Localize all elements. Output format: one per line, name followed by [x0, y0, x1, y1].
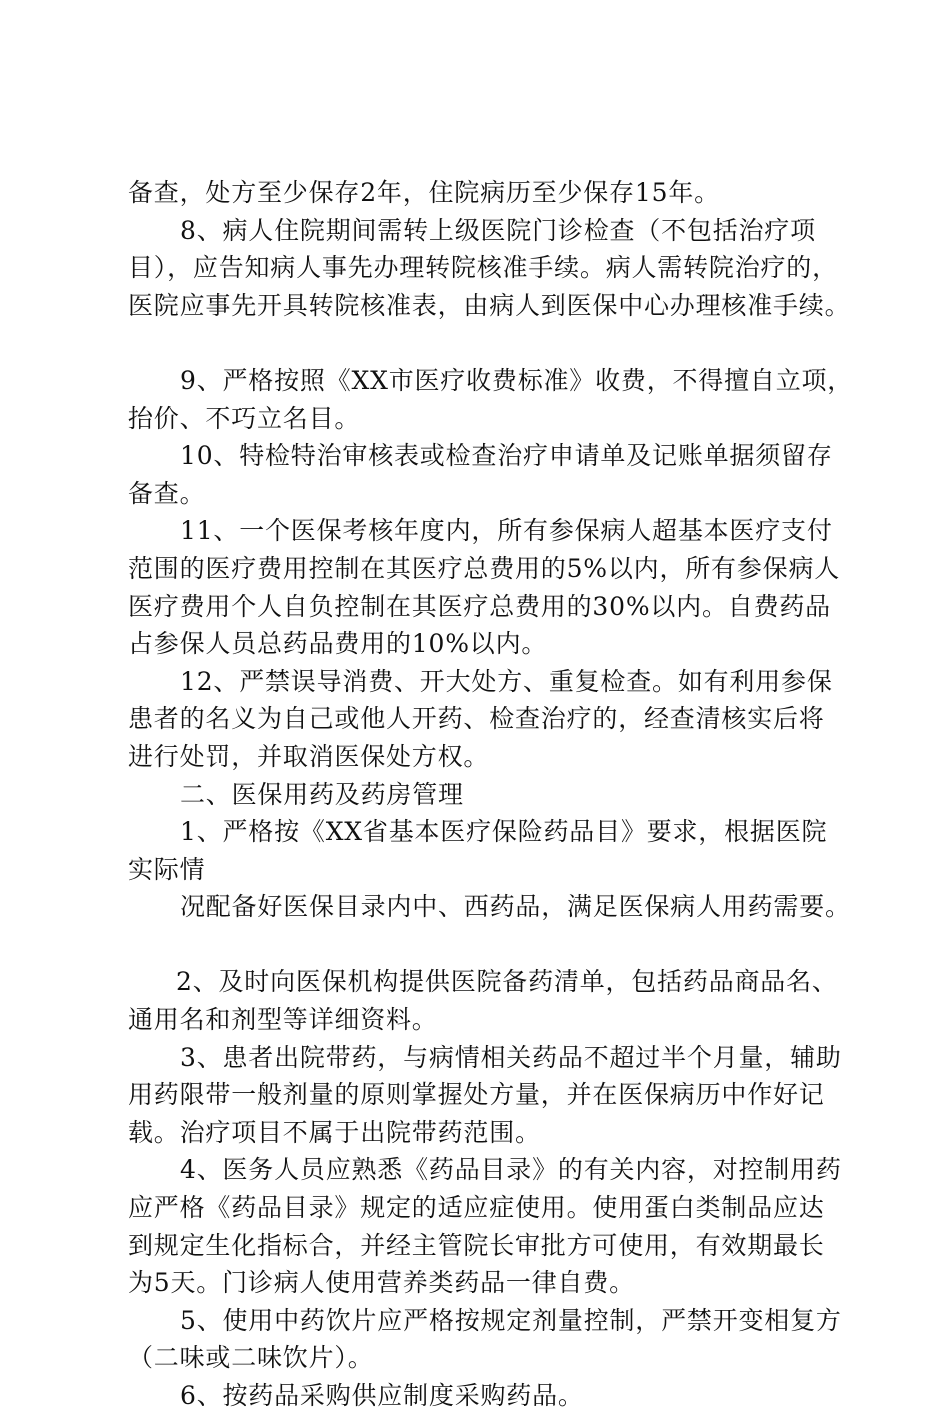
- text-line: （二味或二味饮片）。: [128, 1343, 374, 1373]
- paragraph-item-3: 3、患者出院带药，与病情相关药品不超过半个月量，辅助: [180, 1042, 842, 1072]
- text-line: 到规定生化指标合，并经主管院长审批方可使用，有效期最长: [128, 1230, 825, 1260]
- paragraph-item-8: 8、病人住院期间需转上级医院门诊检查（不包括治疗项: [180, 215, 816, 245]
- paragraph-item-6: 6、按药品采购供应制度采购药品。: [180, 1381, 584, 1410]
- blank-line: [128, 324, 848, 362]
- paragraph-item-4: 4、医务人员应熟悉《药品目录》的有关内容，对控制用药: [180, 1155, 842, 1185]
- text-line: 抬价、不巧立名目。: [128, 403, 361, 433]
- text-line: 医疗费用个人自负控制在其医疗总费用的30%以内。自费药品: [128, 591, 831, 621]
- paragraph-item-11: 11、一个医保考核年度内，所有参保病人超基本医疗支付: [180, 516, 833, 546]
- blank-line: [128, 926, 848, 964]
- text-line: 实际情: [128, 854, 206, 884]
- text-line: 应严格《药品目录》规定的适应症使用。使用蛋白类制品应达: [128, 1193, 825, 1223]
- text-line: 况配备好医保目录内中、西药品，满足医保病人用药需要。: [180, 892, 851, 922]
- text-line: 通用名和剂型等详细资料。: [128, 1005, 438, 1035]
- paragraph-item-10: 10、特检特治审核表或检查治疗申请单及记账单据须留存: [180, 441, 833, 471]
- text-line: 载。治疗项目不属于出院带药范围。: [128, 1117, 541, 1147]
- text-line: 为5天。门诊病人使用营养类药品一律自费。: [128, 1268, 635, 1298]
- text-line: 占参保人员总药品费用的10%以内。: [128, 629, 548, 659]
- paragraph-item-12: 12、严禁误导消费、开大处方、重复检查。如有利用参保: [180, 666, 833, 696]
- text-line: 患者的名义为自己或他人开药、检查治疗的，经查清核实后将: [128, 704, 825, 734]
- text-line: 医院应事先开具转院核准表，由病人到医保中心办理核准手续。: [128, 290, 851, 320]
- text-line: 目），应告知病人事先办理转院核准手续。病人需转院治疗的，: [128, 253, 838, 283]
- text-line: 进行处罚，并取消医保处方权。: [128, 741, 490, 771]
- text-line: 用药限带一般剂量的原则掌握处方量，并在医保病历中作好记: [128, 1080, 825, 1110]
- paragraph-item-5: 5、使用中药饮片应严格按规定剂量控制，严禁开变相复方: [180, 1305, 842, 1335]
- paragraph-item-1: 1、严格按《XX省基本医疗保险药品目》要求，根据医院: [180, 817, 828, 847]
- section-heading: 二、医保用药及药房管理: [180, 779, 464, 809]
- text-line: 范围的医疗费用控制在其医疗总费用的5%以内，所有参保病人: [128, 553, 841, 583]
- document-body: [128, 174, 854, 1415]
- paragraph-item-9: 9、严格按照《XX市医疗收费标准》收费，不得擅自立项，: [180, 365, 854, 395]
- paragraph-item-2: 2、及时向医保机构提供医院备药清单，包括药品商品名、: [176, 967, 838, 997]
- text-line: 备查。: [128, 478, 206, 508]
- text-line: 备查，处方至少保存2年，住院病历至少保存15年。: [128, 178, 720, 207]
